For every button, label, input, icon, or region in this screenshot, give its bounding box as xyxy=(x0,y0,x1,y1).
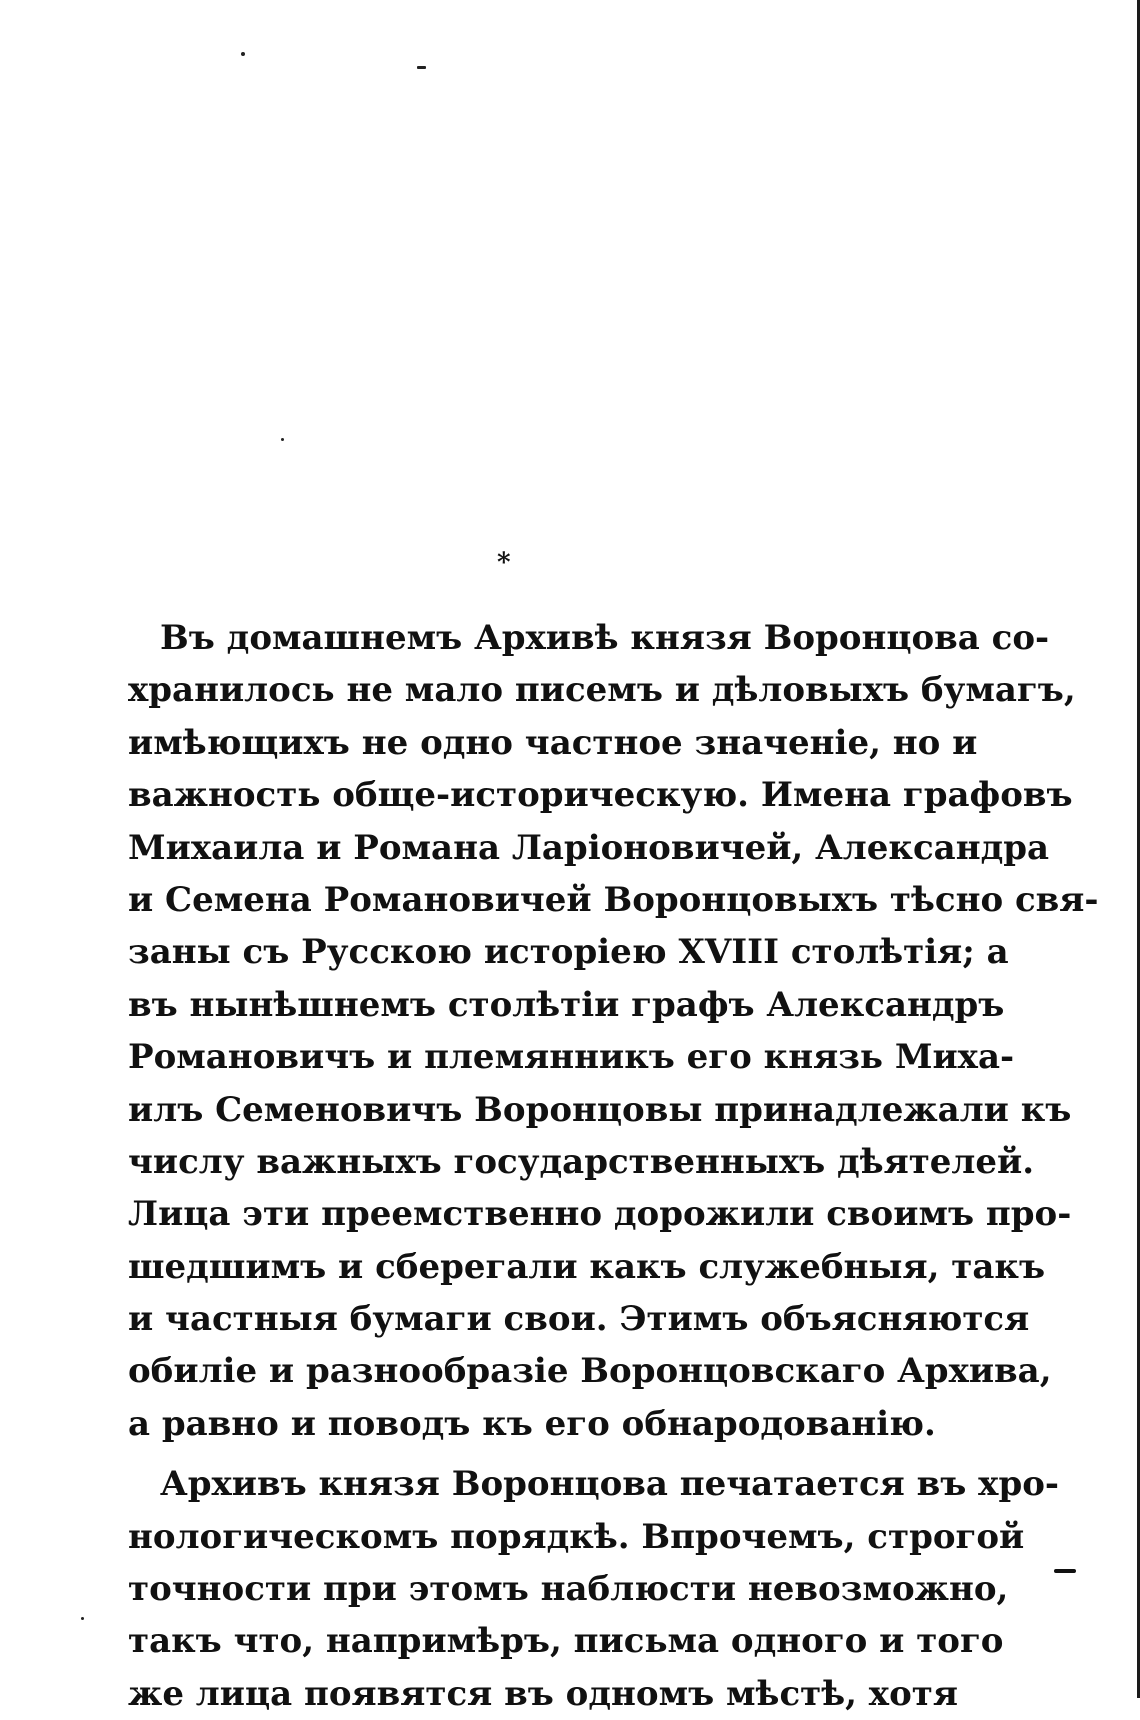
text-line: илъ Семеновичъ Воронцовы принадлежали къ xyxy=(128,1089,1072,1130)
text-line: имѣющихъ не одно частное значенiе, но и xyxy=(128,722,978,763)
scan-speck xyxy=(417,66,426,69)
text-line: важность обще-историческую. Имена графовъ xyxy=(128,775,1073,816)
text-line: заны съ Русскою исторiею XVIII столѣтiя; а xyxy=(128,932,1009,973)
text-line: и Семена Романовичей Воронцовыхъ тѣсно свя- xyxy=(128,879,1099,920)
scan-speck xyxy=(241,52,245,56)
text-line: шедшимъ и сберегали какъ служебныя, такъ xyxy=(128,1246,1046,1287)
text-line: обилiе и разнообразiе Воронцовскаго Архива, xyxy=(128,1351,1052,1392)
text-line: хранилось не мало писемъ и дѣловыхъ бумагъ, xyxy=(128,670,1076,711)
text-line: же лица появятся въ одномъ мѣстѣ, хотя xyxy=(128,1673,958,1714)
text-line: Лица эти преемственно дорожили своимъ про- xyxy=(128,1194,1072,1235)
scan-mark xyxy=(1054,1569,1076,1573)
text-line: а равно и поводъ къ его обнародованiю. xyxy=(128,1403,936,1444)
text-line: и частныя бумаги свои. Этимъ объясняются xyxy=(128,1299,1030,1340)
text-line: въ нынѣшнемъ столѣтiи графъ Александръ xyxy=(128,984,1005,1025)
scan-speck xyxy=(281,438,284,441)
paragraph-2 xyxy=(128,1458,1060,1720)
paragraph-gap xyxy=(128,1450,909,1458)
text-line: такъ что, напримѣръ, письма одного и того xyxy=(128,1621,1004,1662)
text-line: Въ домашнемъ Архивѣ князя Воронцова со- xyxy=(160,618,1050,658)
text-line: числу важныхъ государственныхъ дѣятелей. xyxy=(128,1141,1035,1182)
text-line: точности при этомъ наблюсти невозможно, xyxy=(128,1569,1009,1610)
text-line: Архивъ князя Воронцова печатается въ хро- xyxy=(160,1464,1060,1505)
body-text xyxy=(128,612,1099,1720)
text-line: Романовичъ и племянникъ его князь Миха- xyxy=(128,1037,1015,1078)
text-line: нологическомъ порядкѣ. Впрочемъ, строгой xyxy=(128,1516,1025,1557)
scan-speck xyxy=(81,1617,84,1620)
paragraph-1 xyxy=(128,612,1099,1450)
section-ornament: * xyxy=(497,548,511,578)
text-line: Михаила и Романа Ларiоновичей, Александра xyxy=(128,827,1050,868)
